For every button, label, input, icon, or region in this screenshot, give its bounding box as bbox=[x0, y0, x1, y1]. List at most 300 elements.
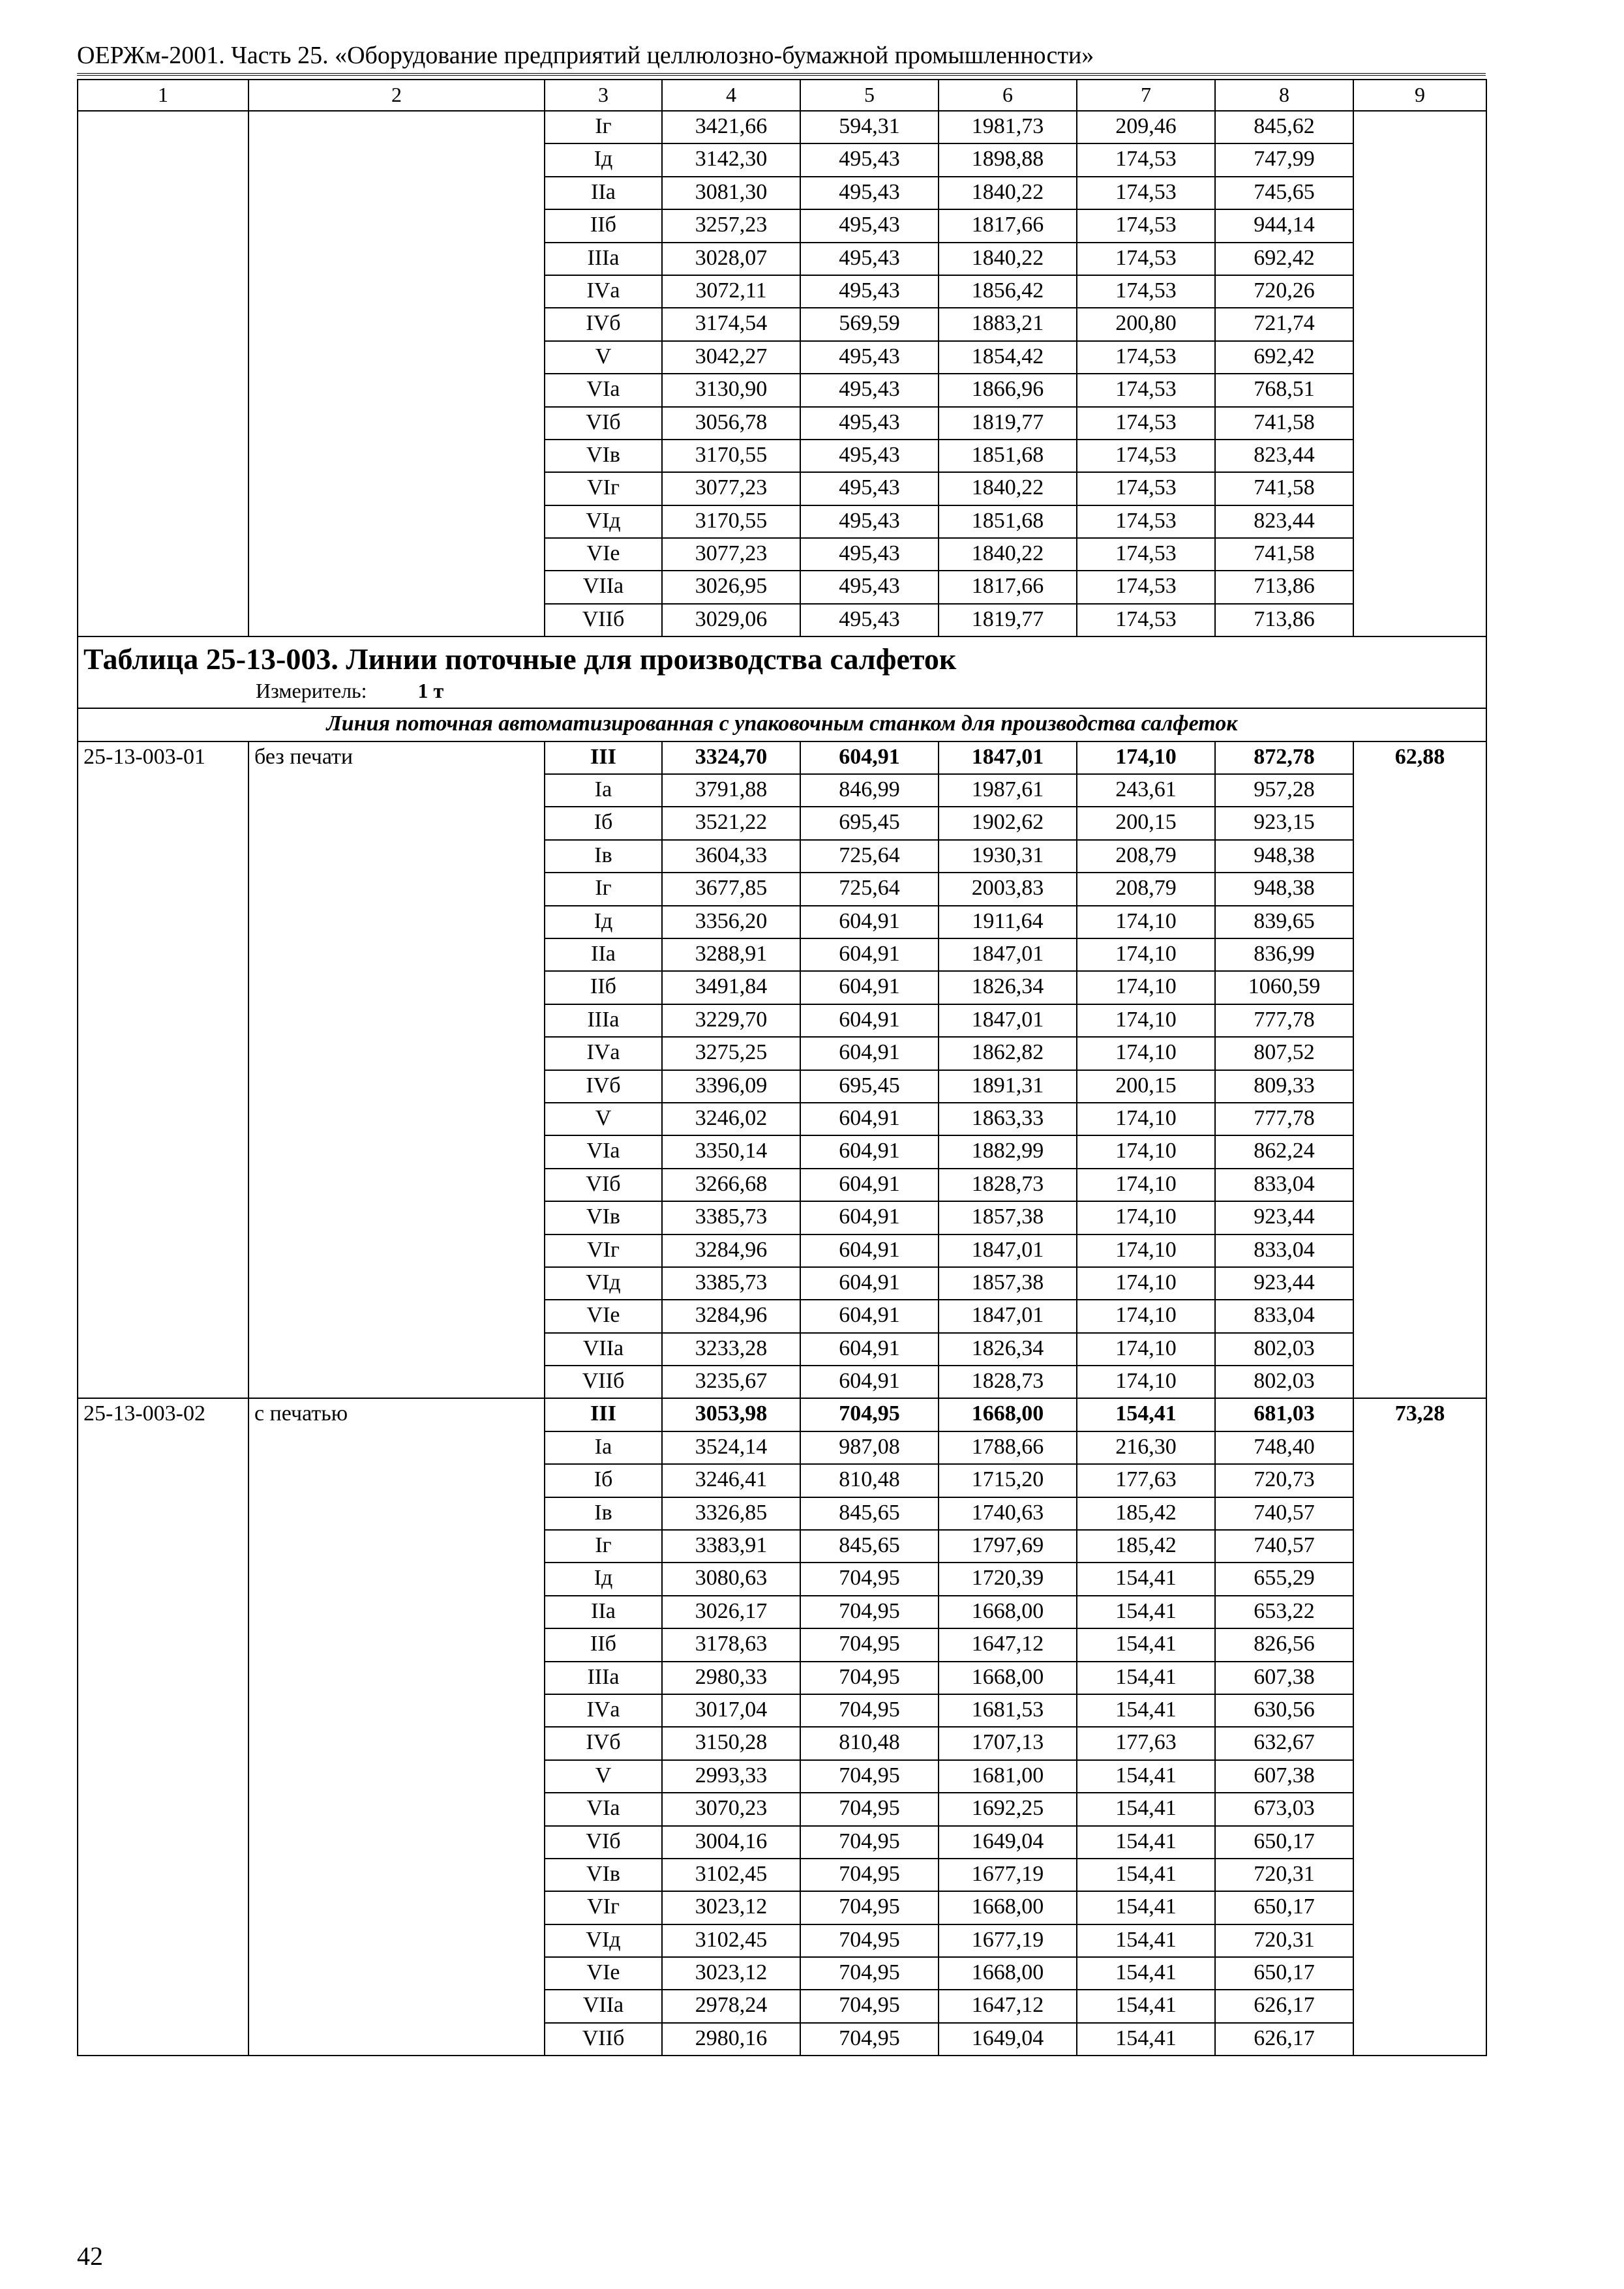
column-number: 8 bbox=[1215, 80, 1353, 111]
table-row bbox=[78, 111, 1486, 143]
value-col-4: 3102,45 bbox=[662, 1859, 800, 1891]
value-col-4: 3524,14 bbox=[662, 1431, 800, 1464]
category-cell: VIа bbox=[545, 1135, 662, 1168]
value-col-6: 1681,00 bbox=[939, 1760, 1077, 1793]
value-col-6: 1828,73 bbox=[939, 1169, 1077, 1201]
value-col-5: 604,91 bbox=[800, 1267, 939, 1300]
category-cell: VIд bbox=[545, 1267, 662, 1300]
value-col-5: 987,08 bbox=[800, 1431, 939, 1464]
table-title-row bbox=[78, 636, 1486, 708]
value-col-6: 1668,00 bbox=[939, 1596, 1077, 1628]
page-header: ОЕРЖм-2001. Часть 25. «Оборудование предприятий целлюлозно-бумажной промышленности» bbox=[77, 39, 1486, 76]
value-col-5: 604,91 bbox=[800, 1300, 939, 1332]
description-cell: без печати bbox=[248, 741, 545, 1399]
category-cell: VIв bbox=[545, 1201, 662, 1234]
value-col-7: 174,10 bbox=[1077, 1267, 1215, 1300]
value-col-7: 174,53 bbox=[1077, 243, 1215, 275]
value-col-6: 1854,42 bbox=[939, 341, 1077, 374]
value-col-8: 720,26 bbox=[1215, 275, 1353, 308]
value-col-5: 604,91 bbox=[800, 971, 939, 1004]
category-cell: Iа bbox=[545, 1431, 662, 1464]
table-title-cell bbox=[78, 636, 1486, 708]
value-col-5: 704,95 bbox=[800, 1891, 939, 1924]
value-col-8: 655,29 bbox=[1215, 1563, 1353, 1595]
category-cell: Iб bbox=[545, 807, 662, 839]
value-col-8: 747,99 bbox=[1215, 143, 1353, 176]
value-col-8: 826,56 bbox=[1215, 1628, 1353, 1661]
value-col-4: 3029,06 bbox=[662, 604, 800, 636]
value-col-7: 154,41 bbox=[1077, 1826, 1215, 1859]
category-cell: V bbox=[545, 1760, 662, 1793]
value-col-8: 777,78 bbox=[1215, 1004, 1353, 1037]
value-col-5: 604,91 bbox=[800, 1366, 939, 1398]
value-col-8: 862,24 bbox=[1215, 1135, 1353, 1168]
value-col-7: 174,53 bbox=[1077, 177, 1215, 209]
value-col-4: 3004,16 bbox=[662, 1826, 800, 1859]
value-col-4: 3070,23 bbox=[662, 1793, 800, 1825]
value-col-5: 725,64 bbox=[800, 840, 939, 873]
value-col-5: 569,59 bbox=[800, 308, 939, 340]
value-col-6: 1647,12 bbox=[939, 1628, 1077, 1661]
value-col-4: 3396,09 bbox=[662, 1070, 800, 1103]
value-col-8: 740,57 bbox=[1215, 1497, 1353, 1530]
rates-table bbox=[77, 79, 1487, 2056]
column-number: 4 bbox=[662, 80, 800, 111]
value-col-8: 777,78 bbox=[1215, 1103, 1353, 1135]
value-col-8: 650,17 bbox=[1215, 1957, 1353, 1990]
value-col-4: 3056,78 bbox=[662, 407, 800, 440]
category-cell: III bbox=[545, 741, 662, 774]
value-col-5: 604,91 bbox=[800, 938, 939, 971]
value-col-5: 604,91 bbox=[800, 1004, 939, 1037]
category-cell: Iг bbox=[545, 873, 662, 905]
value-col-8: 807,52 bbox=[1215, 1037, 1353, 1070]
value-col-7: 174,10 bbox=[1077, 1135, 1215, 1168]
value-col-7: 154,41 bbox=[1077, 1957, 1215, 1990]
value-col-7: 174,53 bbox=[1077, 604, 1215, 636]
value-col-8: 948,38 bbox=[1215, 840, 1353, 873]
value-col-7: 174,10 bbox=[1077, 1300, 1215, 1332]
value-col-7: 209,46 bbox=[1077, 111, 1215, 143]
column-number: 9 bbox=[1353, 80, 1486, 111]
value-col-6: 1898,88 bbox=[939, 143, 1077, 176]
total-cell bbox=[1353, 111, 1486, 636]
value-col-7: 154,41 bbox=[1077, 2023, 1215, 2056]
column-number: 5 bbox=[800, 80, 939, 111]
code-cell bbox=[78, 111, 248, 636]
value-col-4: 3102,45 bbox=[662, 1924, 800, 1957]
total-cell: 73,28 bbox=[1353, 1398, 1486, 2056]
value-col-6: 1668,00 bbox=[939, 1957, 1077, 1990]
value-col-7: 200,15 bbox=[1077, 1070, 1215, 1103]
value-col-8: 653,22 bbox=[1215, 1596, 1353, 1628]
value-col-6: 1847,01 bbox=[939, 1300, 1077, 1332]
value-col-6: 1840,22 bbox=[939, 538, 1077, 571]
category-cell: IVб bbox=[545, 1727, 662, 1759]
value-col-4: 3077,23 bbox=[662, 472, 800, 505]
value-col-4: 3023,12 bbox=[662, 1891, 800, 1924]
table-row bbox=[78, 741, 1486, 774]
value-col-8: 692,42 bbox=[1215, 243, 1353, 275]
value-col-4: 3178,63 bbox=[662, 1628, 800, 1661]
value-col-5: 704,95 bbox=[800, 1694, 939, 1727]
value-col-4: 3077,23 bbox=[662, 538, 800, 571]
value-col-7: 174,10 bbox=[1077, 741, 1215, 774]
category-cell: VIг bbox=[545, 1234, 662, 1267]
value-col-6: 1857,38 bbox=[939, 1267, 1077, 1300]
value-col-8: 607,38 bbox=[1215, 1662, 1353, 1694]
value-col-7: 174,10 bbox=[1077, 1103, 1215, 1135]
value-col-4: 3130,90 bbox=[662, 374, 800, 406]
value-col-6: 1857,38 bbox=[939, 1201, 1077, 1234]
value-col-5: 704,95 bbox=[800, 1563, 939, 1595]
value-col-6: 1828,73 bbox=[939, 1366, 1077, 1398]
value-col-8: 823,44 bbox=[1215, 440, 1353, 472]
value-col-4: 3170,55 bbox=[662, 505, 800, 538]
value-col-7: 174,53 bbox=[1077, 275, 1215, 308]
value-col-6: 1883,21 bbox=[939, 308, 1077, 340]
value-col-5: 810,48 bbox=[800, 1464, 939, 1497]
value-col-5: 604,91 bbox=[800, 1037, 939, 1070]
value-col-5: 495,43 bbox=[800, 374, 939, 406]
value-col-7: 154,41 bbox=[1077, 1990, 1215, 2022]
value-col-5: 495,43 bbox=[800, 472, 939, 505]
column-number-row bbox=[78, 80, 1486, 111]
category-cell: IVб bbox=[545, 308, 662, 340]
value-col-8: 632,67 bbox=[1215, 1727, 1353, 1759]
value-col-8: 809,33 bbox=[1215, 1070, 1353, 1103]
value-col-4: 3229,70 bbox=[662, 1004, 800, 1037]
value-col-8: 923,15 bbox=[1215, 807, 1353, 839]
value-col-4: 3042,27 bbox=[662, 341, 800, 374]
category-cell: Iв bbox=[545, 1497, 662, 1530]
value-col-5: 604,91 bbox=[800, 1169, 939, 1201]
value-col-7: 174,10 bbox=[1077, 1169, 1215, 1201]
category-cell: VIг bbox=[545, 472, 662, 505]
value-col-7: 174,10 bbox=[1077, 1333, 1215, 1366]
value-col-4: 3284,96 bbox=[662, 1300, 800, 1332]
category-cell: VIа bbox=[545, 1793, 662, 1825]
value-col-7: 174,53 bbox=[1077, 407, 1215, 440]
value-col-4: 3385,73 bbox=[662, 1201, 800, 1234]
page-number: 42 bbox=[77, 2241, 103, 2271]
value-col-8: 833,04 bbox=[1215, 1234, 1353, 1267]
value-col-6: 1902,62 bbox=[939, 807, 1077, 839]
value-col-6: 1647,12 bbox=[939, 1990, 1077, 2022]
value-col-7: 200,15 bbox=[1077, 807, 1215, 839]
value-col-8: 626,17 bbox=[1215, 2023, 1353, 2056]
value-col-6: 1981,73 bbox=[939, 111, 1077, 143]
column-number: 6 bbox=[939, 80, 1077, 111]
value-col-8: 839,65 bbox=[1215, 906, 1353, 938]
value-col-5: 704,95 bbox=[800, 1628, 939, 1661]
category-cell: VIIб bbox=[545, 2023, 662, 2056]
category-cell: VIIа bbox=[545, 1333, 662, 1366]
value-col-5: 495,43 bbox=[800, 177, 939, 209]
unit-line bbox=[83, 678, 1481, 708]
value-col-8: 872,78 bbox=[1215, 741, 1353, 774]
value-col-7: 154,41 bbox=[1077, 1760, 1215, 1793]
value-col-8: 923,44 bbox=[1215, 1201, 1353, 1234]
value-col-5: 704,95 bbox=[800, 1760, 939, 1793]
value-col-7: 177,63 bbox=[1077, 1727, 1215, 1759]
value-col-8: 748,40 bbox=[1215, 1431, 1353, 1464]
category-cell: VIб bbox=[545, 1169, 662, 1201]
value-col-5: 725,64 bbox=[800, 873, 939, 905]
value-col-5: 845,65 bbox=[800, 1497, 939, 1530]
value-col-7: 174,10 bbox=[1077, 1234, 1215, 1267]
value-col-5: 846,99 bbox=[800, 774, 939, 807]
category-cell: VIе bbox=[545, 1957, 662, 1990]
value-col-8: 626,17 bbox=[1215, 1990, 1353, 2022]
value-col-6: 1847,01 bbox=[939, 741, 1077, 774]
category-cell: VIIб bbox=[545, 1366, 662, 1398]
category-cell: IIIа bbox=[545, 1662, 662, 1694]
category-cell: VIд bbox=[545, 1924, 662, 1957]
value-col-4: 3081,30 bbox=[662, 177, 800, 209]
value-col-5: 704,95 bbox=[800, 1957, 939, 1990]
value-col-6: 1863,33 bbox=[939, 1103, 1077, 1135]
value-col-6: 1740,63 bbox=[939, 1497, 1077, 1530]
value-col-7: 185,42 bbox=[1077, 1497, 1215, 1530]
value-col-5: 495,43 bbox=[800, 407, 939, 440]
value-col-8: 833,04 bbox=[1215, 1169, 1353, 1201]
value-col-7: 174,53 bbox=[1077, 143, 1215, 176]
column-number: 7 bbox=[1077, 80, 1215, 111]
value-col-8: 741,58 bbox=[1215, 407, 1353, 440]
category-cell: IIб bbox=[545, 209, 662, 242]
value-col-6: 1911,64 bbox=[939, 906, 1077, 938]
value-col-6: 1707,13 bbox=[939, 1727, 1077, 1759]
category-cell: Iг bbox=[545, 1530, 662, 1563]
value-col-4: 3235,67 bbox=[662, 1366, 800, 1398]
value-col-4: 3491,84 bbox=[662, 971, 800, 1004]
value-col-8: 1060,59 bbox=[1215, 971, 1353, 1004]
value-col-8: 957,28 bbox=[1215, 774, 1353, 807]
value-col-6: 1649,04 bbox=[939, 1826, 1077, 1859]
value-col-8: 607,38 bbox=[1215, 1760, 1353, 1793]
category-cell: Iд bbox=[545, 906, 662, 938]
value-col-5: 495,43 bbox=[800, 538, 939, 571]
value-col-6: 1649,04 bbox=[939, 2023, 1077, 2056]
value-col-7: 200,80 bbox=[1077, 308, 1215, 340]
value-col-6: 2003,83 bbox=[939, 873, 1077, 905]
value-col-8: 768,51 bbox=[1215, 374, 1353, 406]
value-col-8: 740,57 bbox=[1215, 1530, 1353, 1563]
value-col-5: 594,31 bbox=[800, 111, 939, 143]
value-col-6: 1692,25 bbox=[939, 1793, 1077, 1825]
column-number: 3 bbox=[545, 80, 662, 111]
value-col-8: 845,62 bbox=[1215, 111, 1353, 143]
value-col-5: 704,95 bbox=[800, 1924, 939, 1957]
value-col-4: 2978,24 bbox=[662, 1990, 800, 2022]
value-col-6: 1930,31 bbox=[939, 840, 1077, 873]
value-col-6: 1668,00 bbox=[939, 1891, 1077, 1924]
value-col-6: 1819,77 bbox=[939, 407, 1077, 440]
value-col-7: 174,53 bbox=[1077, 440, 1215, 472]
category-cell: IIIа bbox=[545, 243, 662, 275]
value-col-4: 2980,33 bbox=[662, 1662, 800, 1694]
value-col-7: 174,10 bbox=[1077, 971, 1215, 1004]
value-col-7: 174,10 bbox=[1077, 906, 1215, 938]
value-col-7: 174,53 bbox=[1077, 374, 1215, 406]
category-cell: IIа bbox=[545, 1596, 662, 1628]
value-col-5: 704,95 bbox=[800, 1793, 939, 1825]
column-number: 2 bbox=[248, 80, 545, 111]
description-cell: с печатью bbox=[248, 1398, 545, 2056]
value-col-5: 704,95 bbox=[800, 1859, 939, 1891]
category-cell: Iг bbox=[545, 111, 662, 143]
value-col-5: 604,91 bbox=[800, 1234, 939, 1267]
unit-label: Измеритель: bbox=[256, 679, 367, 703]
section-title-row bbox=[78, 708, 1486, 741]
value-col-6: 1847,01 bbox=[939, 938, 1077, 971]
value-col-5: 704,95 bbox=[800, 2023, 939, 2056]
value-col-8: 720,73 bbox=[1215, 1464, 1353, 1497]
category-cell: Iв bbox=[545, 840, 662, 873]
value-col-8: 741,58 bbox=[1215, 538, 1353, 571]
value-col-7: 208,79 bbox=[1077, 873, 1215, 905]
value-col-4: 3150,28 bbox=[662, 1727, 800, 1759]
description-cell bbox=[248, 111, 545, 636]
value-col-8: 650,17 bbox=[1215, 1891, 1353, 1924]
value-col-7: 174,53 bbox=[1077, 538, 1215, 571]
value-col-7: 243,61 bbox=[1077, 774, 1215, 807]
value-col-6: 1677,19 bbox=[939, 1924, 1077, 1957]
value-col-7: 208,79 bbox=[1077, 840, 1215, 873]
category-cell: VIв bbox=[545, 440, 662, 472]
category-cell: VIIб bbox=[545, 604, 662, 636]
value-col-4: 2980,16 bbox=[662, 2023, 800, 2056]
value-col-7: 154,41 bbox=[1077, 1596, 1215, 1628]
category-cell: VIIа bbox=[545, 1990, 662, 2022]
value-col-7: 154,41 bbox=[1077, 1563, 1215, 1595]
value-col-4: 3266,68 bbox=[662, 1169, 800, 1201]
value-col-8: 823,44 bbox=[1215, 505, 1353, 538]
value-col-5: 810,48 bbox=[800, 1727, 939, 1759]
value-col-6: 1715,20 bbox=[939, 1464, 1077, 1497]
value-col-8: 741,58 bbox=[1215, 472, 1353, 505]
value-col-8: 673,03 bbox=[1215, 1793, 1353, 1825]
value-col-4: 3521,22 bbox=[662, 807, 800, 839]
value-col-6: 1681,53 bbox=[939, 1694, 1077, 1727]
value-col-7: 174,10 bbox=[1077, 1004, 1215, 1037]
value-col-6: 1840,22 bbox=[939, 177, 1077, 209]
value-col-6: 1817,66 bbox=[939, 209, 1077, 242]
category-cell: IVа bbox=[545, 1037, 662, 1070]
value-col-7: 216,30 bbox=[1077, 1431, 1215, 1464]
code-cell: 25-13-003-02 bbox=[78, 1398, 248, 2056]
table-body bbox=[78, 80, 1486, 2056]
category-cell: VIIа bbox=[545, 571, 662, 603]
value-col-8: 692,42 bbox=[1215, 341, 1353, 374]
value-col-4: 3350,14 bbox=[662, 1135, 800, 1168]
value-col-5: 495,43 bbox=[800, 275, 939, 308]
value-col-7: 154,41 bbox=[1077, 1694, 1215, 1727]
value-col-5: 704,95 bbox=[800, 1596, 939, 1628]
value-col-4: 3677,85 bbox=[662, 873, 800, 905]
value-col-4: 3421,66 bbox=[662, 111, 800, 143]
value-col-4: 3257,23 bbox=[662, 209, 800, 242]
value-col-5: 604,91 bbox=[800, 1201, 939, 1234]
value-col-6: 1826,34 bbox=[939, 1333, 1077, 1366]
value-col-6: 1840,22 bbox=[939, 243, 1077, 275]
value-col-4: 3080,63 bbox=[662, 1563, 800, 1595]
value-col-6: 1797,69 bbox=[939, 1530, 1077, 1563]
value-col-5: 704,95 bbox=[800, 1990, 939, 2022]
value-col-7: 174,53 bbox=[1077, 341, 1215, 374]
category-cell: IVа bbox=[545, 1694, 662, 1727]
value-col-8: 713,86 bbox=[1215, 604, 1353, 636]
table-row bbox=[78, 1398, 1486, 1431]
category-cell: V bbox=[545, 341, 662, 374]
value-col-8: 836,99 bbox=[1215, 938, 1353, 971]
value-col-8: 721,74 bbox=[1215, 308, 1353, 340]
value-col-6: 1866,96 bbox=[939, 374, 1077, 406]
category-cell: V bbox=[545, 1103, 662, 1135]
value-col-6: 1817,66 bbox=[939, 571, 1077, 603]
value-col-8: 745,65 bbox=[1215, 177, 1353, 209]
code-cell: 25-13-003-01 bbox=[78, 741, 248, 1399]
value-col-7: 177,63 bbox=[1077, 1464, 1215, 1497]
category-cell: IVа bbox=[545, 275, 662, 308]
value-col-6: 1856,42 bbox=[939, 275, 1077, 308]
value-col-4: 3233,28 bbox=[662, 1333, 800, 1366]
value-col-4: 3142,30 bbox=[662, 143, 800, 176]
category-cell: Iа bbox=[545, 774, 662, 807]
category-cell: IIIа bbox=[545, 1004, 662, 1037]
value-col-4: 3275,25 bbox=[662, 1037, 800, 1070]
value-col-8: 833,04 bbox=[1215, 1300, 1353, 1332]
category-cell: VIб bbox=[545, 407, 662, 440]
value-col-6: 1788,66 bbox=[939, 1431, 1077, 1464]
value-col-7: 154,41 bbox=[1077, 1891, 1215, 1924]
value-col-8: 944,14 bbox=[1215, 209, 1353, 242]
section-title: Линия поточная автоматизированная с упаковочным станком для производства салфеток bbox=[78, 708, 1486, 741]
value-col-7: 154,41 bbox=[1077, 1924, 1215, 1957]
unit-value: 1 т bbox=[417, 679, 444, 703]
value-col-7: 174,10 bbox=[1077, 1037, 1215, 1070]
value-col-4: 3028,07 bbox=[662, 243, 800, 275]
value-col-5: 695,45 bbox=[800, 807, 939, 839]
category-cell: VIе bbox=[545, 1300, 662, 1332]
value-col-5: 604,91 bbox=[800, 1103, 939, 1135]
value-col-7: 154,41 bbox=[1077, 1793, 1215, 1825]
value-col-7: 185,42 bbox=[1077, 1530, 1215, 1563]
category-cell: VIг bbox=[545, 1891, 662, 1924]
column-number: 1 bbox=[78, 80, 248, 111]
value-col-5: 704,95 bbox=[800, 1826, 939, 1859]
value-col-4: 3356,20 bbox=[662, 906, 800, 938]
value-col-6: 1987,61 bbox=[939, 774, 1077, 807]
value-col-6: 1847,01 bbox=[939, 1234, 1077, 1267]
value-col-6: 1851,68 bbox=[939, 440, 1077, 472]
value-col-7: 174,53 bbox=[1077, 472, 1215, 505]
value-col-6: 1862,82 bbox=[939, 1037, 1077, 1070]
value-col-8: 802,03 bbox=[1215, 1366, 1353, 1398]
value-col-4: 3284,96 bbox=[662, 1234, 800, 1267]
category-cell: IIб bbox=[545, 971, 662, 1004]
value-col-8: 720,31 bbox=[1215, 1924, 1353, 1957]
value-col-5: 495,43 bbox=[800, 604, 939, 636]
value-col-8: 650,17 bbox=[1215, 1826, 1353, 1859]
category-cell: VIе bbox=[545, 538, 662, 571]
value-col-4: 3017,04 bbox=[662, 1694, 800, 1727]
value-col-8: 948,38 bbox=[1215, 873, 1353, 905]
value-col-7: 174,53 bbox=[1077, 209, 1215, 242]
value-col-4: 3246,41 bbox=[662, 1464, 800, 1497]
value-col-6: 1819,77 bbox=[939, 604, 1077, 636]
